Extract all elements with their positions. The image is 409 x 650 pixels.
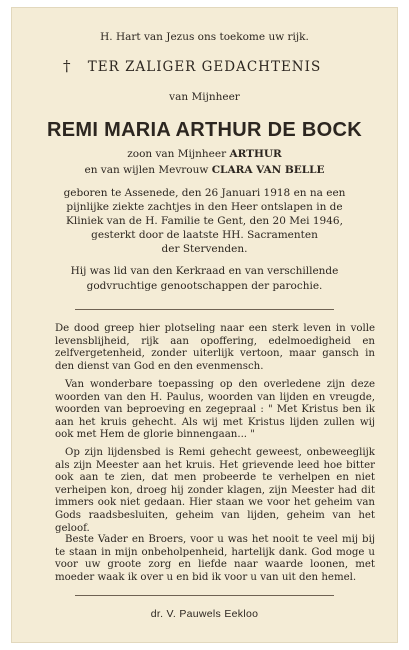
text-paragraph: Van wonderbare toepassing op den overledene zijn deze woorden van den H. Paulus, woorden van lijden en vreugde, woorden van beproeving en zegepraal : " Met Kristus ben ik aan het kruis gehecht. Als wij met Kristus lijden zullen wij ook met Hem de glorie binnengaan... " <box>55 379 375 441</box>
son-of-prefix: zoon van Mijnheer <box>127 148 227 160</box>
mother-name: CLARA VAN BELLE <box>211 164 325 176</box>
card-title: TER ZALIGER GEDACHTENIS <box>87 59 322 75</box>
father-name: ARTHUR <box>229 148 282 160</box>
bio-line: gesterkt door de laatste HH. Sacramenten <box>91 229 318 241</box>
memorial-card <box>11 7 398 643</box>
printer-credit: dr. V. Pauwels Eekloo <box>150 608 259 620</box>
father-line <box>11 148 398 160</box>
text-paragraph: De dood greep hier plotseling naar een sterk leven in volle levensblijheid, rijk aan opoffering, edelmoedigheid en zelfvergetenheid, zonder uiterlijk vertoon, maar gansch in den dienst van God en den evenmensch. <box>55 323 375 372</box>
divider <box>75 595 334 596</box>
bio-line: geboren te Assenede, den 26 Januari 1918 en na een <box>63 187 346 199</box>
cross-icon: † <box>63 57 71 75</box>
divider <box>75 309 334 310</box>
text-paragraph: Op zijn lijdensbed is Remi gehecht geweest, onbeweeglijk als zijn Meester aan het kruis. Het grievende leed hoe bitter ook aan te zien, dat men probeerde te verhelpen en niet verheipen kon, droeg hij zonder klagen, zijn Meester had dit immers ook niet gedaan. Hier staan we voor het geheim van Gods raadsbesluiten, geheim van lijden, geheim van het geloof. <box>55 447 375 534</box>
bio-line: godvruchtige genootschappen der parochie. <box>86 280 323 292</box>
mother-line <box>11 164 398 176</box>
intro-line: van Mijnheer <box>169 91 240 103</box>
deceased-name: REMI MARIA ARTHUR DE BOCK <box>47 119 362 141</box>
text-paragraph: Beste Vader en Broers, voor u was het nooit te veel mij bij te staan in mijn onbeholpenheid, hartelijk dank. God moge u voor uw groote zorg en liefde naar waarde loonen, met moeder waak ik over u en bid ik voor u van uit den hemel. <box>55 534 375 583</box>
bio-line: pijnlijke ziekte zachtjes in den Heer ontslapen in de <box>66 201 343 213</box>
bio-line: der Stervenden. <box>161 243 248 255</box>
bio-line: Hij was lid van den Kerkraad en van verschillende <box>70 265 339 277</box>
mother-prefix: en van wijlen Mevrouw <box>84 164 209 176</box>
invocation-line: H. Hart van Jezus ons toekome uw rijk. <box>100 31 309 43</box>
bio-line: Kliniek van de H. Familie te Gent, den 20 Mei 1946, <box>66 215 343 227</box>
